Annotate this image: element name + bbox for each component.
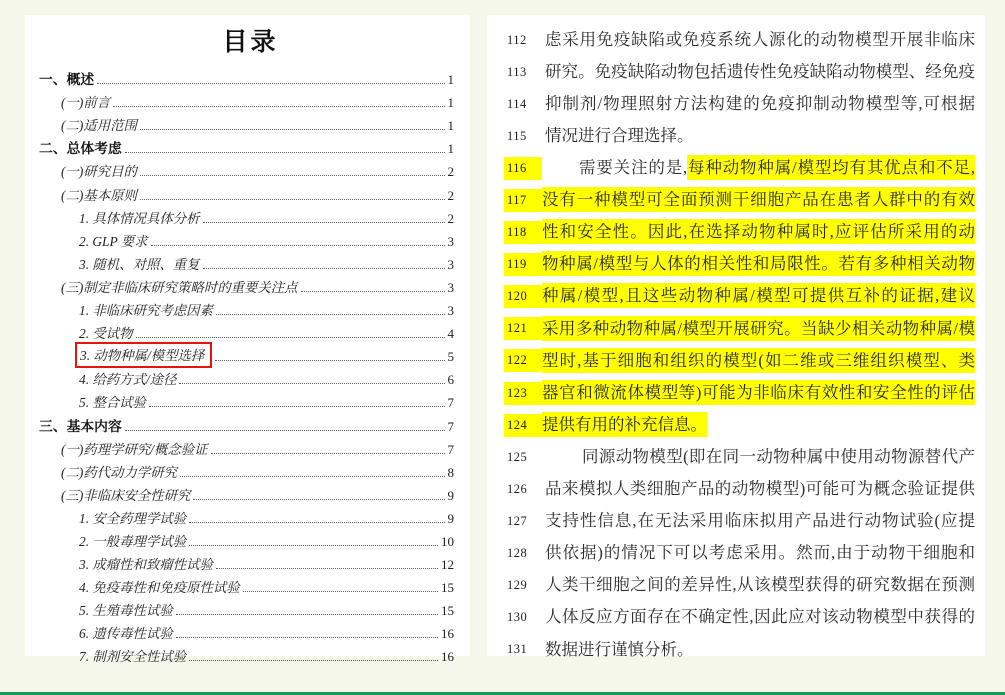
toc-entry[interactable] <box>39 388 462 411</box>
dot-leader <box>113 106 444 107</box>
text-line <box>507 345 977 377</box>
toc-entry-label: 一、概述 <box>39 72 95 88</box>
highlighted-text: 提供有用的补充信息。 <box>542 412 707 437</box>
dot-leader <box>97 83 444 84</box>
toc-page-number: 9 <box>447 487 454 503</box>
line-text <box>545 607 977 628</box>
toc-entry-label: 5. 整合试验 <box>79 395 146 411</box>
dot-leader <box>189 545 438 546</box>
dot-leader <box>215 360 444 361</box>
toc-entry-label: (一)药理学研究/概念验证 <box>61 441 208 457</box>
line-number: 128 <box>507 546 528 561</box>
toc-entry-label: 三、基本内容 <box>39 418 122 434</box>
line-text <box>542 351 977 372</box>
line-text <box>545 479 977 500</box>
line-number: 122 <box>504 349 542 372</box>
toc-page-number: 4 <box>447 326 454 342</box>
text-segment: 人类干细胞之间的差异性,从该模型获得的研究数据在预测 <box>545 575 975 595</box>
text-line <box>507 249 977 281</box>
toc-entry-label: 3. 成瘤性和致瘤性试验 <box>79 557 213 573</box>
toc-entry-label: 3. 随机、对照、重复 <box>79 256 200 272</box>
line-text <box>545 62 977 83</box>
toc-entry[interactable] <box>39 481 462 504</box>
line-text <box>542 286 977 307</box>
text-segment: 数据进行谨慎分析。 <box>545 639 694 659</box>
toc-page-number: 16 <box>441 626 454 642</box>
toc-page-number: 1 <box>447 95 454 111</box>
toc-page-number: 9 <box>447 510 454 526</box>
toc-entry[interactable] <box>39 88 462 111</box>
line-text <box>542 254 977 275</box>
toc-title: 目录 <box>222 29 279 56</box>
toc-entry-label: (二)基本原则 <box>61 187 137 203</box>
toc-page <box>25 15 470 665</box>
dot-leader <box>125 430 445 431</box>
line-text <box>545 543 977 564</box>
toc-page-number: 15 <box>441 603 454 619</box>
line-number: 130 <box>507 610 528 625</box>
toc-page-number: 12 <box>441 557 454 573</box>
toc-entry[interactable] <box>39 227 462 250</box>
toc-entry-label: (二)药代动力学研究 <box>61 464 178 480</box>
dot-leader <box>216 568 438 569</box>
dot-leader <box>151 245 445 246</box>
toc-entry-label: 7. 制剂安全性试验 <box>79 649 187 665</box>
dot-leader <box>243 591 438 592</box>
text-segment: 研究。免疫缺陷动物包括遗传性免疫缺陷动物模型、经免疫 <box>545 61 975 81</box>
toc-page-number: 15 <box>441 580 454 596</box>
highlighted-text: 性和安全性。因此,在选择动物种属时,应评估所采用的动 <box>542 219 975 244</box>
toc-entry-label: 2. 一般毒理学试验 <box>79 533 187 549</box>
toc-entry[interactable] <box>39 65 462 88</box>
dot-leader <box>176 637 438 638</box>
toc-entry-label: (一)研究目的 <box>61 164 137 180</box>
toc-page-number: 3 <box>447 233 454 249</box>
toc-page-number: 16 <box>441 649 454 665</box>
text-segment: 供依据)的情况下可以考虑采用。然而,由于动物干细胞和 <box>545 543 975 563</box>
text-line <box>507 313 977 345</box>
dot-leader <box>149 406 445 407</box>
text-line <box>507 409 977 441</box>
toc-page-number: 2 <box>447 210 454 226</box>
highlighted-text: 种属/模型,且这些动物种属/模型可提供互补的证据,建议 <box>542 283 975 308</box>
highlighted-text: 每种动物种属/模型均有其优点和不足, <box>687 155 975 180</box>
line-number: 115 <box>507 128 527 143</box>
toc-page-number: 1 <box>447 72 454 88</box>
text-line <box>507 88 977 120</box>
toc-entry-label: (三)非临床安全性研究 <box>61 487 191 503</box>
line-number: 125 <box>507 449 528 464</box>
line-number: 120 <box>504 285 542 308</box>
toc-entry[interactable] <box>39 319 462 342</box>
line-text <box>545 126 977 147</box>
toc-entry[interactable] <box>39 458 462 481</box>
highlighted-text: 物种属/模型与人体的相关性和局限性。若有多种相关动物 <box>542 251 975 276</box>
line-number: 123 <box>504 382 542 405</box>
text-segment: 同源动物模型(即在同一动物种属中使用动物源替代产 <box>582 446 975 466</box>
dot-leader <box>189 522 444 523</box>
toc-entry[interactable] <box>39 296 462 319</box>
dot-leader <box>193 499 444 500</box>
line-text <box>545 447 977 468</box>
dot-leader <box>179 383 444 384</box>
toc-entry-label: (二)适用范围 <box>61 118 137 134</box>
line-text <box>542 222 977 243</box>
dot-leader <box>301 291 445 292</box>
line-text <box>545 30 977 51</box>
line-number: 113 <box>507 64 527 79</box>
toc-entry[interactable] <box>39 411 462 434</box>
toc-entry[interactable] <box>39 504 462 527</box>
text-line <box>507 473 977 505</box>
text-line <box>507 602 977 634</box>
line-number: 126 <box>507 481 528 496</box>
highlighted-text: 没有一种模型可全面预测干细胞产品在患者人群中的有效 <box>542 187 975 212</box>
toc-entry[interactable] <box>39 527 462 550</box>
text-segment: 抑制剂/物理照射方法构建的免疫抑制动物模型等,可根据 <box>545 93 975 113</box>
toc-entry[interactable] <box>39 435 462 458</box>
text-line <box>507 377 977 409</box>
toc-list <box>39 65 462 665</box>
toc-entry-label: (三)制定非临床研究策略时的重要关注点 <box>61 279 298 295</box>
dot-leader <box>125 152 445 153</box>
line-text <box>545 640 977 661</box>
dot-leader <box>216 314 445 315</box>
dot-leader <box>180 476 444 477</box>
content-page <box>487 15 985 659</box>
toc-entry-label: 二、总体考虑 <box>39 141 122 157</box>
text-line <box>507 56 977 88</box>
line-text <box>542 190 977 211</box>
toc-page-number: 2 <box>447 187 454 203</box>
toc-page-number: 7 <box>447 395 454 411</box>
toc-entry[interactable] <box>39 342 462 365</box>
line-number: 131 <box>507 642 528 657</box>
toc-page-number: 3 <box>447 279 454 295</box>
toc-page-number: 5 <box>447 349 454 365</box>
line-number: 117 <box>504 189 542 212</box>
toc-entry[interactable] <box>39 111 462 134</box>
body-text <box>507 24 977 666</box>
dot-leader <box>211 453 445 454</box>
dot-leader <box>136 337 445 338</box>
line-text <box>545 511 977 532</box>
text-segment: 人体反应方面存在不确定性,因此应对该动物模型中获得的 <box>545 607 975 627</box>
text-segment: 需要关注的是, <box>579 158 688 178</box>
dot-leader <box>140 129 445 130</box>
text-line <box>507 570 977 602</box>
toc-page-number: 1 <box>447 118 454 134</box>
toc-entry[interactable] <box>39 619 462 642</box>
text-line <box>507 120 977 152</box>
text-line <box>507 538 977 570</box>
toc-page-number: 7 <box>447 418 454 434</box>
line-number: 119 <box>504 253 542 276</box>
line-text <box>542 383 977 404</box>
toc-entry-label: 4. 给药方式/途径 <box>79 372 177 388</box>
line-number: 116 <box>504 157 542 180</box>
highlighted-text: 型时,基于细胞和组织的模型(如二维或三维组织模型、类 <box>542 348 975 373</box>
line-text <box>542 158 977 179</box>
line-text <box>545 575 977 596</box>
toc-entry[interactable] <box>39 180 462 203</box>
line-number: 127 <box>507 513 528 528</box>
highlighted-text: 采用多种动物种属/模型开展研究。当缺少相关动物种属/模 <box>542 316 975 341</box>
toc-entry[interactable] <box>39 642 462 665</box>
toc-entry[interactable] <box>39 365 462 388</box>
toc-entry[interactable] <box>39 573 462 596</box>
text-line <box>507 184 977 216</box>
toc-entry-label: 1. 安全药理学试验 <box>79 510 187 526</box>
line-number: 118 <box>504 221 542 244</box>
toc-entry-label-red-boxed: 3. 动物种属/模型选择 <box>75 342 212 368</box>
line-text <box>542 319 977 340</box>
line-number: 121 <box>504 317 542 340</box>
toc-entry[interactable] <box>39 250 462 273</box>
dot-leader <box>176 614 438 615</box>
toc-entry[interactable] <box>39 596 462 619</box>
highlighted-text: 器官和微流体模型等)可能为非临床有效性和安全性的评估 <box>542 380 975 405</box>
toc-page-number: 3 <box>447 303 454 319</box>
dot-leader <box>140 199 445 200</box>
toc-entry-label: 5. 生殖毒性试验 <box>79 603 173 619</box>
toc-entry-label: 6. 遗传毒性试验 <box>79 626 173 642</box>
text-line <box>507 152 977 184</box>
text-segment: 情况进行合理选择。 <box>545 126 694 146</box>
text-line <box>507 217 977 249</box>
dot-leader <box>203 222 445 223</box>
toc-entry[interactable] <box>39 134 462 157</box>
text-line <box>507 634 977 666</box>
text-segment: 虑采用免疫缺陷或免疫系统人源化的动物模型开展非临床 <box>545 29 975 49</box>
toc-page-number: 1 <box>447 141 454 157</box>
toc-entry-label: 4. 免疫毒性和免疫原性试验 <box>79 580 240 596</box>
dot-leader <box>203 268 445 269</box>
toc-page-number: 2 <box>447 164 454 180</box>
line-text <box>542 415 977 436</box>
toc-entry-label: 1. 具体情况具体分析 <box>79 210 200 226</box>
toc-entry[interactable] <box>39 550 462 573</box>
line-number: 114 <box>507 96 527 111</box>
line-number: 129 <box>507 578 528 593</box>
toc-entry[interactable] <box>39 157 462 180</box>
dot-leader <box>140 175 445 176</box>
text-line <box>507 505 977 537</box>
toc-page-number: 6 <box>447 372 454 388</box>
line-number: 112 <box>507 32 527 47</box>
toc-entry[interactable] <box>39 273 462 296</box>
toc-page-number: 3 <box>447 256 454 272</box>
line-number: 124 <box>504 414 542 437</box>
text-segment: 品来模拟人类细胞产品的动物模型)可能可为概念验证提供 <box>545 479 975 499</box>
text-segment: 支持性信息,在无法采用临床拟用产品进行动物试验(应提 <box>545 511 975 531</box>
text-line <box>507 441 977 473</box>
text-line <box>507 281 977 313</box>
toc-page-number: 7 <box>447 441 454 457</box>
toc-page-number: 10 <box>441 533 454 549</box>
dot-leader <box>189 660 438 661</box>
toc-entry[interactable] <box>39 204 462 227</box>
toc-entry-label: (一)前言 <box>61 95 111 111</box>
text-line <box>507 24 977 56</box>
line-text <box>545 94 977 115</box>
toc-entry-label: 1. 非临床研究考虑因素 <box>79 303 213 319</box>
toc-entry-label: 2. 受试物 <box>79 326 133 342</box>
toc-page-number: 8 <box>447 464 454 480</box>
toc-entry-label: 2. GLP 要求 <box>79 233 148 249</box>
